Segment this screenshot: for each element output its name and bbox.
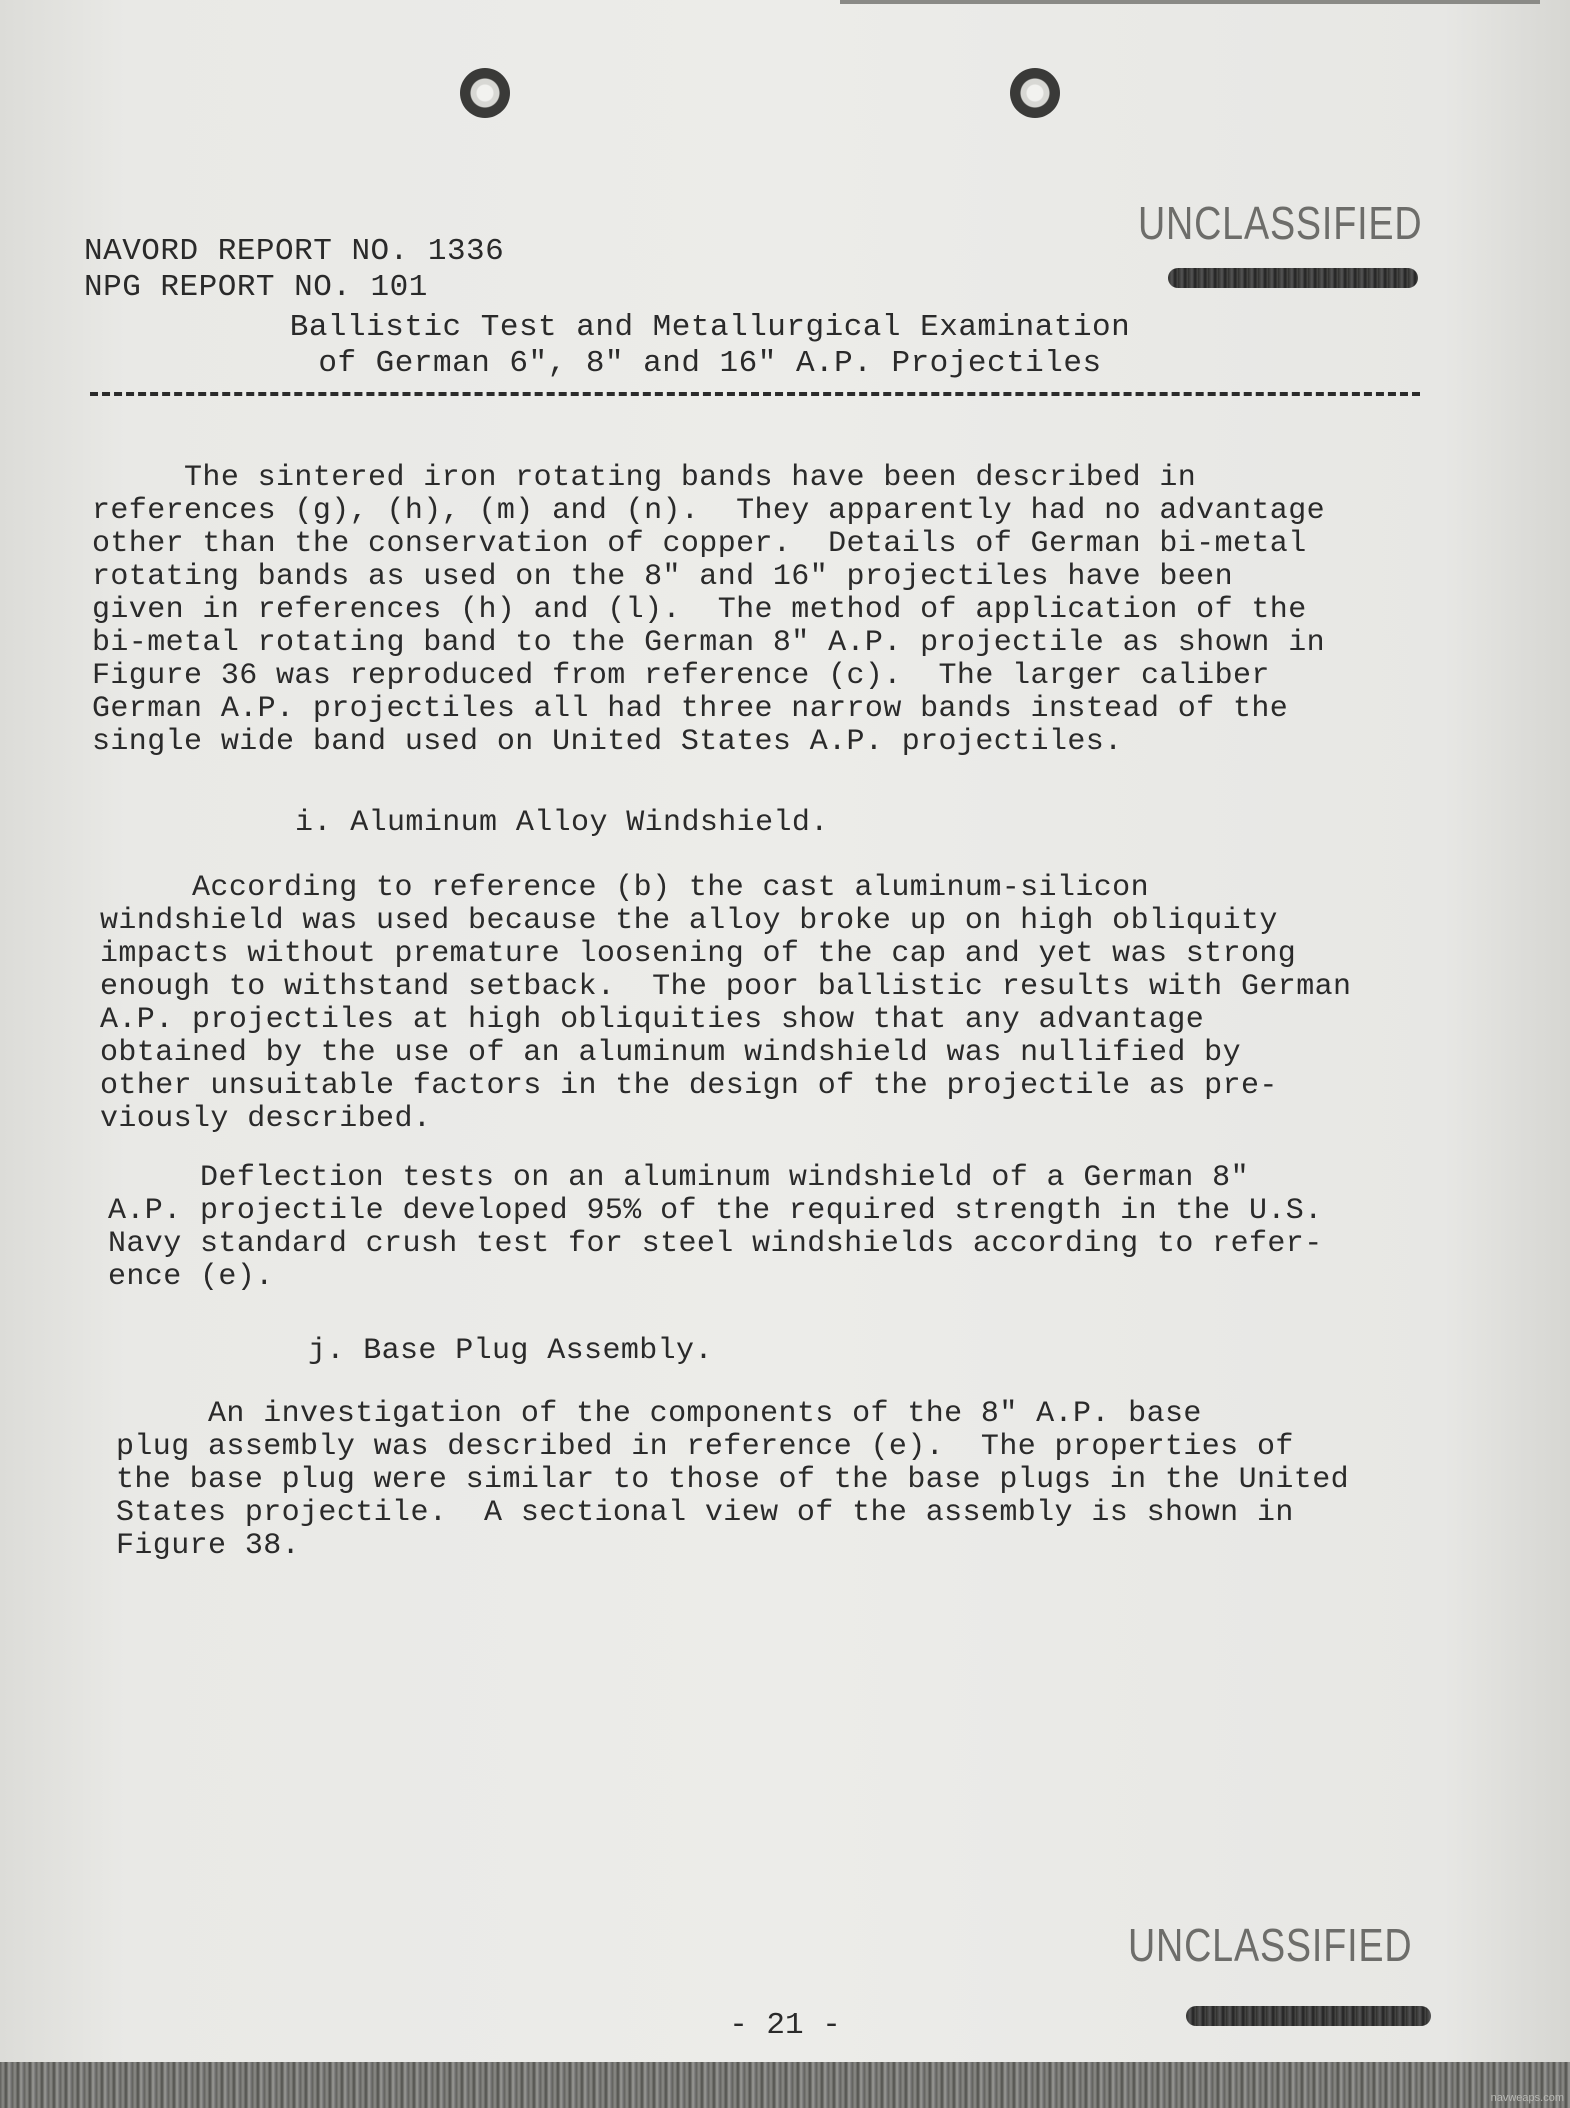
redaction-bar-top [1168,268,1418,288]
punch-hole-left [460,68,510,118]
text-line: An investigation of the components of the 8" A.P. base [116,1397,1202,1431]
text-line: viously described. [100,1102,432,1136]
text-line: plug assembly was described in reference (e). The properties of [116,1430,1294,1464]
text-line: bi-metal rotating band to the German 8" A.P. projectile as shown in [92,626,1325,660]
text-line: other unsuitable factors in the design of the projectile as pre- [100,1069,1278,1103]
text-line: According to reference (b) the cast aluminum-silicon [100,871,1149,905]
site-watermark: navweaps.com [1490,2092,1564,2104]
paragraph-rotating-bands [92,462,1325,759]
text-line: references (g), (h), (m) and (n). They apparently had no advantage [92,494,1325,528]
text-line: the base plug were similar to those of the base plugs in the United [116,1463,1349,1497]
text-line: given in references (h) and (l). The method of application of the [92,593,1307,627]
text-line: A.P. projectiles at high obliquities show that any advantage [100,1003,1205,1037]
paragraph-deflection-tests [108,1162,1323,1294]
document-title [250,310,1170,382]
text-line: The sintered iron rotating bands have been described in [92,461,1197,495]
section-heading-i: i. Aluminum Alloy Windshield. [295,806,829,840]
text-line: States projectile. A sectional view of the assembly is shown in [116,1496,1294,1530]
page-number: - 21 - [729,2008,841,2043]
text-line: German A.P. projectiles all had three narrow bands instead of the [92,692,1289,726]
text-line: Figure 36 was reproduced from reference (c). The larger caliber [92,659,1270,693]
paragraph-base-plug [116,1398,1349,1563]
text-line: single wide band used on United States A.P. projectiles. [92,725,1123,759]
unclassified-stamp-bottom: UNCLASSIFIED [1128,1919,1413,1971]
text-line: other than the conservation of copper. Details of German bi-metal [92,527,1307,561]
page-top-edge [840,0,1540,4]
section-heading-j: j. Base Plug Assembly. [308,1334,713,1368]
punch-hole-right [1010,68,1060,118]
text-line: impacts without premature loosening of the cap and yet was strong [100,937,1297,971]
page-bottom-edge [0,2062,1570,2108]
text-line: obtained by the use of an aluminum windshield was nullified by [100,1036,1241,1070]
text-line: Deflection tests on an aluminum windshield of a German 8" [108,1161,1249,1195]
text-line: rotating bands as used on the 8" and 16" projectiles have been [92,560,1233,594]
title-line-1: Ballistic Test and Metallurgical Examination [289,310,1131,345]
text-line: windshield was used because the alloy broke up on high obliquity [100,904,1278,938]
paragraph-windshield [100,872,1351,1136]
redaction-bar-bottom [1186,2006,1431,2026]
text-line: enough to withstand setback. The poor ballistic results with German [100,970,1352,1004]
unclassified-stamp-top: UNCLASSIFIED [1138,197,1423,249]
text-line: Navy standard crush test for steel windshields according to refer- [108,1227,1323,1261]
npg-report-number: NPG REPORT NO. 101 [84,270,428,305]
dashed-separator [90,392,1420,396]
text-line: Figure 38. [116,1529,301,1563]
title-line-2: of German 6", 8" and 16" A.P. Projectiles [318,346,1102,381]
report-header [84,234,504,306]
text-line: ence (e). [108,1260,274,1294]
text-line: A.P. projectile developed 95% of the required strength in the U.S. [108,1194,1323,1228]
navord-report-number: NAVORD REPORT NO. 1336 [84,234,505,269]
